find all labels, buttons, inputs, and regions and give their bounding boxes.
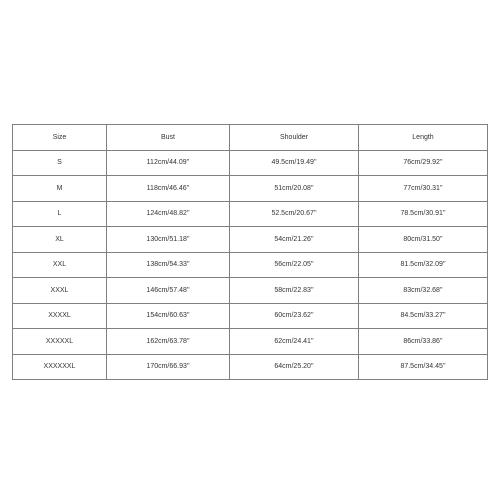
cell-bust: 162cm/63.78'' (107, 329, 230, 355)
table-row (12, 227, 488, 253)
table-row (12, 253, 488, 279)
cell-bust: 146cm/57.48'' (107, 278, 230, 304)
cell-size: XXL (12, 253, 107, 279)
cell-bust: 118cm/46.46'' (107, 176, 230, 202)
table-row (12, 329, 488, 355)
cell-shoulder: 64cm/25.20'' (230, 355, 359, 381)
cell-shoulder: 60cm/23.62'' (230, 304, 359, 330)
cell-shoulder: 54cm/21.26'' (230, 227, 359, 253)
cell-length: 78.5cm/30.91'' (359, 202, 488, 228)
cell-size: XXXL (12, 278, 107, 304)
cell-bust: 154cm/60.63'' (107, 304, 230, 330)
table-row (12, 176, 488, 202)
cell-length: 81.5cm/32.09'' (359, 253, 488, 279)
cell-shoulder: 62cm/24.41'' (230, 329, 359, 355)
table-row (12, 355, 488, 381)
table-row (12, 151, 488, 177)
header-length: Length (359, 124, 488, 151)
cell-bust: 170cm/66.93'' (107, 355, 230, 381)
cell-size: XXXXXXL (12, 355, 107, 381)
cell-length: 76cm/29.92'' (359, 151, 488, 177)
cell-size: L (12, 202, 107, 228)
header-size: Size (12, 124, 107, 151)
cell-bust: 130cm/51.18'' (107, 227, 230, 253)
cell-length: 77cm/30.31'' (359, 176, 488, 202)
cell-length: 84.5cm/33.27'' (359, 304, 488, 330)
cell-size: XXXXXL (12, 329, 107, 355)
table-row (12, 304, 488, 330)
cell-size: XXXXL (12, 304, 107, 330)
cell-length: 83cm/32.68'' (359, 278, 488, 304)
cell-length: 87.5cm/34.45'' (359, 355, 488, 381)
cell-length: 80cm/31.50'' (359, 227, 488, 253)
cell-bust: 124cm/48.82'' (107, 202, 230, 228)
table-row (12, 202, 488, 228)
cell-shoulder: 51cm/20.08'' (230, 176, 359, 202)
cell-size: M (12, 176, 107, 202)
cell-length: 86cm/33.86'' (359, 329, 488, 355)
cell-bust: 138cm/54.33'' (107, 253, 230, 279)
size-chart-table (12, 124, 488, 380)
cell-size: XL (12, 227, 107, 253)
cell-shoulder: 56cm/22.05'' (230, 253, 359, 279)
table-row (12, 278, 488, 304)
cell-shoulder: 52.5cm/20.67'' (230, 202, 359, 228)
header-bust: Bust (107, 124, 230, 151)
table-header-row (12, 124, 488, 151)
cell-bust: 112cm/44.09'' (107, 151, 230, 177)
cell-shoulder: 58cm/22.83'' (230, 278, 359, 304)
cell-size: S (12, 151, 107, 177)
cell-shoulder: 49.5cm/19.49'' (230, 151, 359, 177)
header-shoulder: Shoulder (230, 124, 359, 151)
